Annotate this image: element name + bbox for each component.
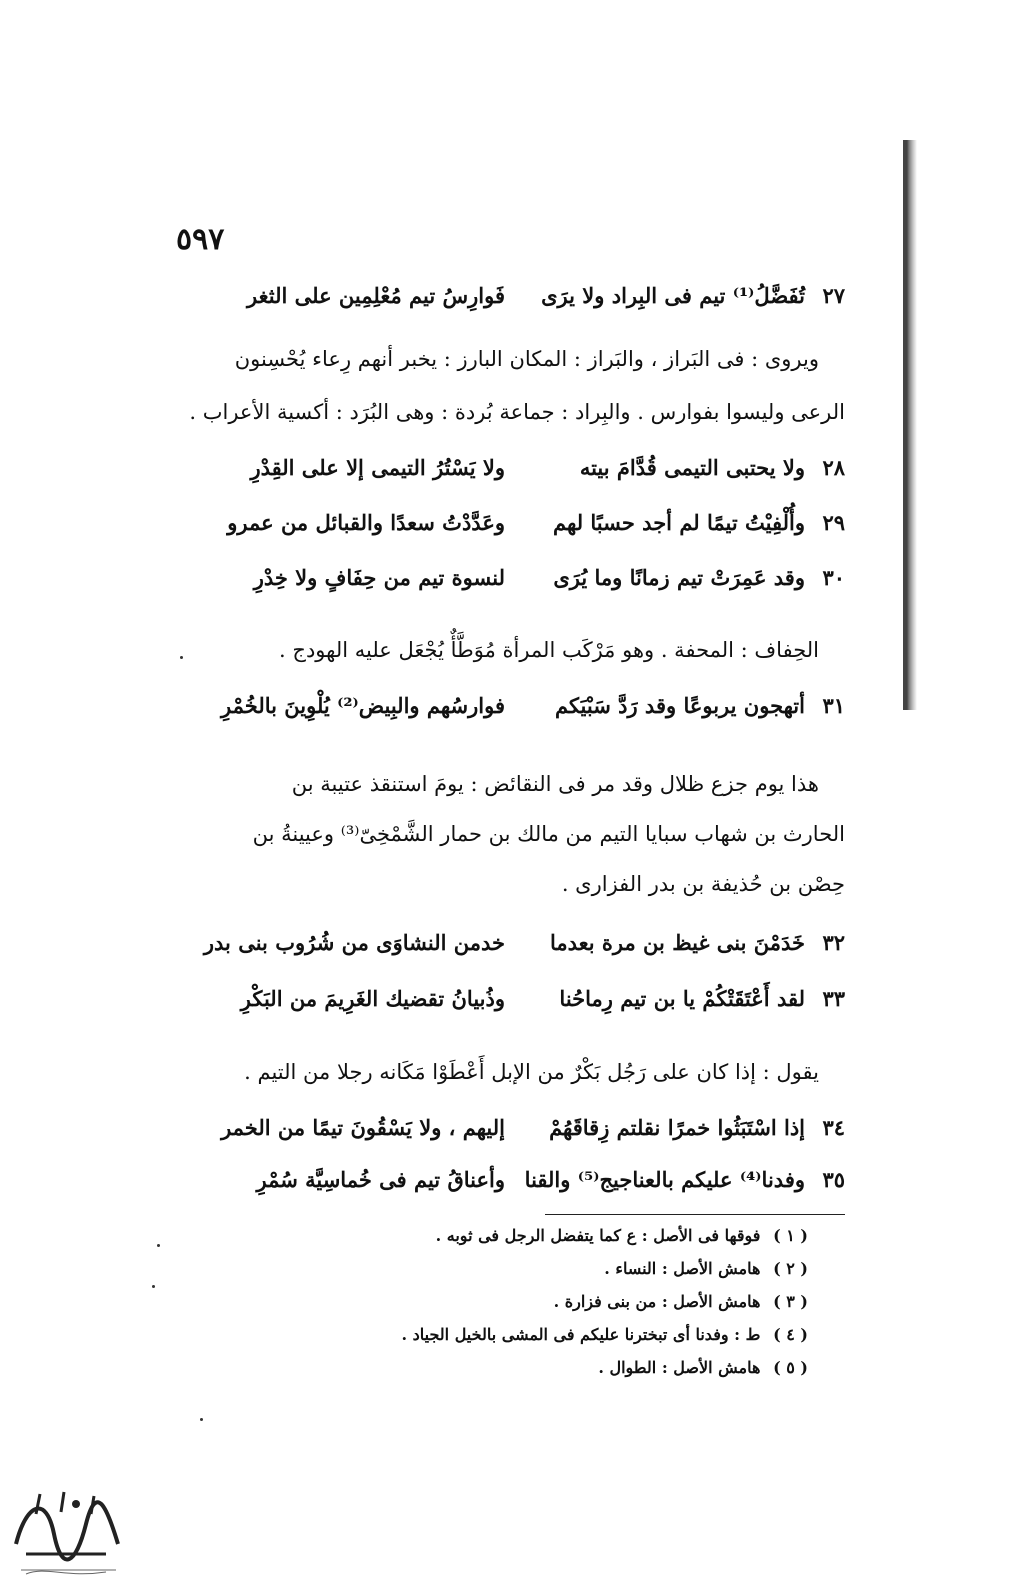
verse-line <box>165 1112 845 1144</box>
verse-second-hemistich: وذُبيانُ تقضيك الغَرِيمَ من البَكْرِ <box>240 986 505 1011</box>
verse-second-hemistich: وعَدَّدْتُ سعدًا والقبائل من عمرو <box>227 510 505 535</box>
verse-second-hemistich: وأعناقُ تيم فى خُماسِيَّة سُمْرِ <box>256 1167 505 1192</box>
verse-second-hemistich: لنسوة تيم من حِفَافٍ ولا خِدْرِ <box>253 565 505 590</box>
commentary-line: ويروى : فى البَراز ، والبَراز : المكان البارز : يخبر أنهم رِعاء يُحْسِنون <box>234 347 819 371</box>
commentary-line: حِصْن بن حُذيفة بن بدر الفزارى . <box>561 872 845 896</box>
verse-first-hemistich: تُفَضَّلُ⁽¹⁾ تيم فى البِراد ولا يرَى <box>541 283 805 308</box>
verse-number: ٣٥ <box>822 1167 845 1192</box>
verse-first-hemistich: وفدنا⁽⁴⁾ عليكم بالعناجيج⁽⁵⁾ والقنا <box>524 1167 805 1192</box>
verse-second-hemistich: خدمن النشاوَى من شُرُوب بنى بدر <box>203 930 505 955</box>
verse-number: ٢٩ <box>822 510 845 535</box>
verse-line <box>165 452 845 484</box>
footnote-text: فوقها فى الأصل : ع كما يتفضل الرجل فى ثوبه . <box>435 1226 761 1245</box>
verse-number: ٢٨ <box>822 455 845 480</box>
scan-speck <box>200 1418 203 1421</box>
footnote-text: هامش الأصل : الطوال . <box>598 1358 761 1377</box>
scan-edge-mark <box>903 140 917 710</box>
footnote-text: هامش الأصل : النساء . <box>604 1259 761 1278</box>
footnote <box>308 1356 808 1380</box>
verse-second-hemistich: فوارسُهم والبِيض⁽²⁾ يُلْوِينَ بالخُمْرِ <box>221 693 505 718</box>
verse-first-hemistich: وقد عَمِرَتْ تيم زمانًا وما يُرَى <box>553 565 805 590</box>
scan-speck <box>157 1244 160 1247</box>
scan-speck <box>152 1285 155 1288</box>
verse-number: ٣٢ <box>822 930 845 955</box>
commentary-line: الحِفاف : المحفة . وهو مَرْكَب المرأة مُوَطَّأٌ يُجْعَل عليه الهودج . <box>279 638 819 662</box>
verse-first-hemistich: إذا اسْتَبَثُوا خمرًا نقلتم زِقاقَهُمْ <box>549 1115 805 1140</box>
page-number: ٥٩٧ <box>176 222 225 257</box>
verse-first-hemistich: أتهجون يربوعًا وقد رَدَّ سَبْيَكم <box>554 693 805 718</box>
footnote-number: ( ٣ ) <box>773 1292 808 1311</box>
commentary-line: الرعى وليسوا بفوارس . والبِراد : جماعة بُردة : وهى البُرَد : أكسية الأعراب . <box>189 400 845 424</box>
scan-speck <box>180 656 183 659</box>
footnote <box>308 1290 808 1314</box>
footnote <box>308 1257 808 1281</box>
footnote <box>308 1224 808 1248</box>
verse-line <box>165 562 845 594</box>
footnote-separator <box>545 1214 845 1215</box>
verse-first-hemistich: لقد أَعْتَقَتْكُمْ يا بن تيم رِماحُنا <box>559 986 805 1011</box>
verse-number: ٣١ <box>822 693 845 718</box>
footnote-number: ( ٥ ) <box>773 1358 808 1377</box>
verse-number: ٣٣ <box>822 986 845 1011</box>
verse-number: ٣٠ <box>822 565 845 590</box>
footnote-number: ( ٢ ) <box>773 1259 808 1278</box>
commentary-line: يقول : إذا كان على رَجُل بَكْرٌ من الإبل أَعْطَوْا مَكَانه رجلا من التيم . <box>244 1060 819 1084</box>
footnote-text: ط : وفدنا أى تبخترنا عليكم فى المشى بالخيل الجياد . <box>401 1325 761 1344</box>
library-stamp-logo <box>6 1474 126 1584</box>
verse-line <box>165 1164 845 1196</box>
verse-line <box>165 927 845 959</box>
verse-number: ٢٧ <box>822 283 845 308</box>
footnote-text: هامش الأصل : من بنى فزارة . <box>553 1292 761 1311</box>
verse-second-hemistich: إليهم ، ولا يَسْقُونَ تيمًا من الخمر <box>221 1115 505 1140</box>
verse-first-hemistich: ولا يحتبى التيمى قُدَّامَ بيته <box>579 455 805 480</box>
verse-line <box>165 507 845 539</box>
verse-line <box>165 690 845 722</box>
verse-number: ٣٤ <box>822 1115 845 1140</box>
footnote-number: ( ١ ) <box>773 1226 808 1245</box>
verse-first-hemistich: وأُلْفِيْتُ تيمًا لم أجد حسبًا لهم <box>553 510 805 535</box>
commentary-line: الحارث بن شهاب سبايا التيم من مالك بن حمار الشَّمْخِىّ⁽³⁾ وعيينةُ بن <box>252 822 845 846</box>
verse-line <box>165 280 845 312</box>
verse-line <box>165 983 845 1015</box>
verse-first-hemistich: خَدَمْنَ بنى غيظ بن مرة بعدما <box>549 930 805 955</box>
footnote-number: ( ٤ ) <box>773 1325 808 1344</box>
commentary-line: هذا يوم جزع ظلال وقد مر فى النقائض : يومَ استنقذ عتيبة بن <box>291 772 819 796</box>
verse-second-hemistich: فَوارِسُ تيم مُعْلِمِين على الثغر <box>247 283 505 308</box>
footnote <box>308 1323 808 1347</box>
verse-second-hemistich: ولا يَسْتُرُ التيمى إلا على القِدْرِ <box>250 455 505 480</box>
